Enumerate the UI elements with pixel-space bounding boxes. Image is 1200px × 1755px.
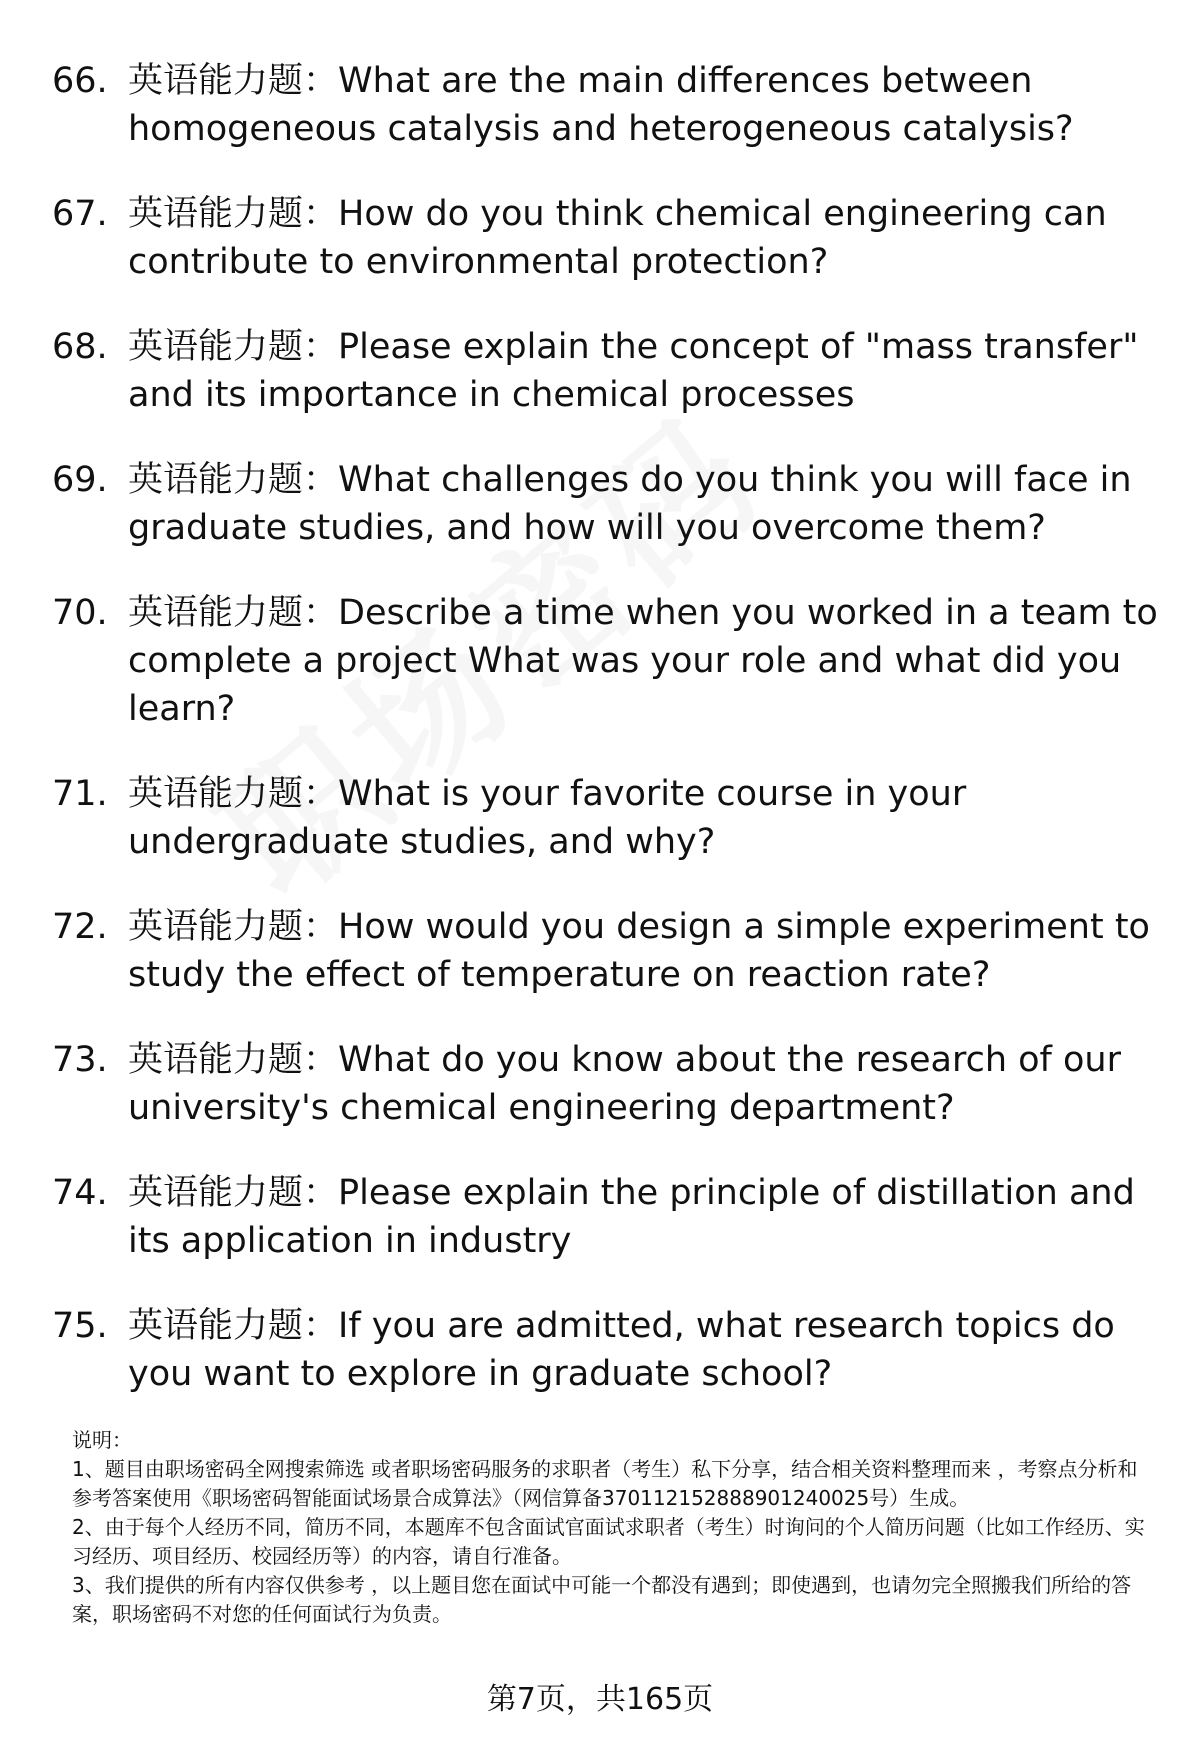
question-number: 68. <box>52 327 108 367</box>
question-number: 71. <box>52 774 108 814</box>
question-item <box>52 589 1162 733</box>
note-item: 1、题目由职场密码全网搜索筛选 或者职场密码服务的求职者（考生）私下分享，结合相关资料整理而来 ，考察点分析和参考答案使用《职场密码智能面试场景合成算法》（网信算备370112152888901240025号）生成。 <box>72 1457 1138 1510</box>
question-number: 66. <box>52 61 108 101</box>
note-item: 3、我们提供的所有内容仅供参考 ，以上题目您在面试中可能一个都没有遇到；即使遇到，也请勿完全照搬我们所给的答案，职场密码不对您的任何面试行为负责。 <box>72 1573 1132 1626</box>
question-prefix: 英语能力题： <box>128 1040 339 1080</box>
question-item <box>52 323 1162 419</box>
question-text: How do you think chemical engineering can contribute to environmental protection? <box>128 194 1107 282</box>
question-item <box>52 57 1162 153</box>
question-text: Describe a time when you worked in a team to complete a project What was your role and what did you learn? <box>128 593 1158 729</box>
question-item <box>52 190 1162 286</box>
question-text: How would you design a simple experiment to study the effect of temperature on reaction rate? <box>128 907 1150 995</box>
question-text: What is your favorite course in your undergraduate studies, and why? <box>128 774 967 862</box>
question-text: What challenges do you think you will face in graduate studies, and how will you overcome them? <box>128 460 1132 548</box>
note-item: 2、由于每个人经历不同，简历不同，本题库不包含面试官面试求职者（考生）时询问的个人简历问题（比如工作经历、实习经历、项目经历、校园经历等）的内容，请自行准备。 <box>72 1515 1145 1568</box>
question-prefix: 英语能力题： <box>128 194 339 234</box>
notes-title: 说明： <box>72 1428 132 1452</box>
question-prefix: 英语能力题： <box>128 61 339 101</box>
question-number: 69. <box>52 460 108 500</box>
question-number: 70. <box>52 593 108 633</box>
question-number: 67. <box>52 194 108 234</box>
question-number: 75. <box>52 1306 108 1346</box>
question-text: Please explain the principle of distillation and its application in industry <box>128 1173 1135 1261</box>
question-item <box>52 1302 1162 1398</box>
question-prefix: 英语能力题： <box>128 1173 339 1213</box>
question-number: 73. <box>52 1040 108 1080</box>
question-prefix: 英语能力题： <box>128 774 339 814</box>
question-text: What do you know about the research of our university's chemical engineering department? <box>128 1040 1121 1128</box>
question-item <box>52 770 1162 866</box>
question-item <box>52 1169 1162 1265</box>
question-text: What are the main differences between homogeneous catalysis and heterogeneous catalysis? <box>128 61 1074 149</box>
question-item <box>52 456 1162 552</box>
question-prefix: 英语能力题： <box>128 327 339 367</box>
question-item <box>52 1036 1162 1132</box>
question-text: Please explain the concept of "mass transfer" and its importance in chemical processes <box>128 327 1139 415</box>
question-prefix: 英语能力题： <box>128 1306 339 1346</box>
question-number: 74. <box>52 1173 108 1213</box>
question-item <box>52 903 1162 999</box>
question-text: If you are admitted, what research topics do you want to explore in graduate school? <box>128 1306 1115 1394</box>
question-prefix: 英语能力题： <box>128 460 339 500</box>
question-prefix: 英语能力题： <box>128 593 339 633</box>
question-list <box>52 57 1162 1435</box>
question-number: 72. <box>52 907 108 947</box>
notes-section <box>72 1426 1152 1629</box>
question-prefix: 英语能力题： <box>128 907 339 947</box>
page-number: 第7页，共165页 <box>486 1682 714 1717</box>
